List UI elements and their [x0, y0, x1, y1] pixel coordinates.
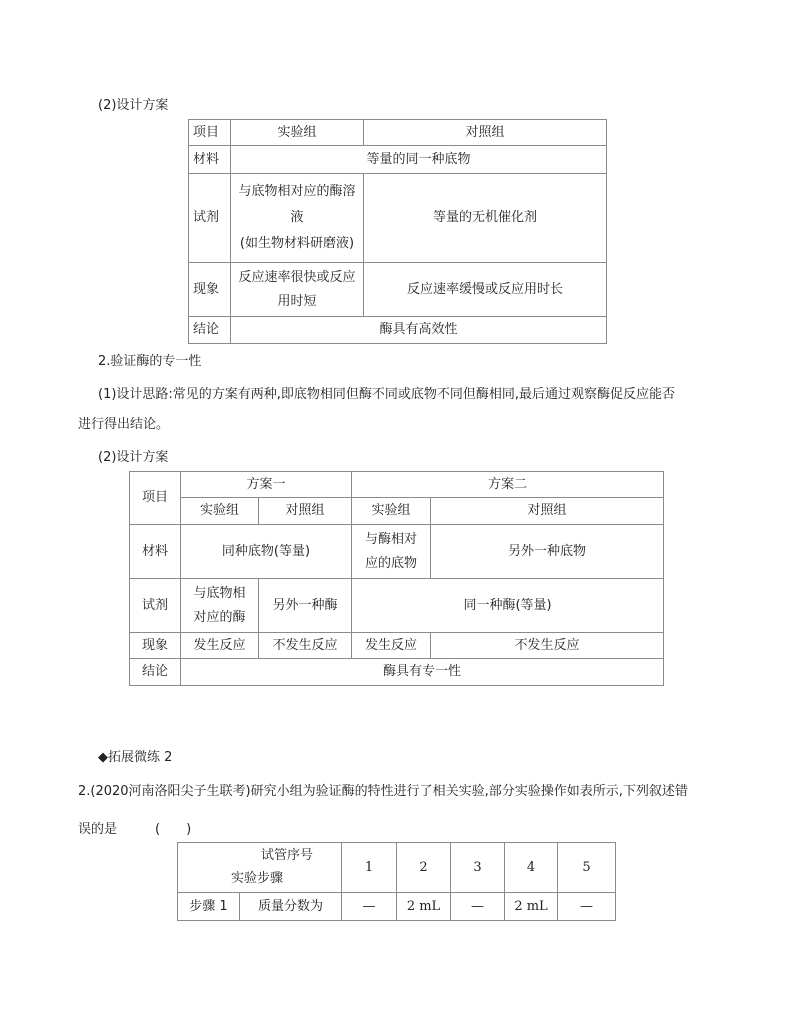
- section1-heading: (2)设计方案: [98, 98, 169, 113]
- reagent-exp-line3: (如生物材料研磨液): [239, 236, 355, 251]
- row-phenomenon-control: 反应速率缓慢或反应用时长: [364, 263, 607, 317]
- step1-label: 步骤 1: [178, 893, 240, 921]
- tube-3: 3: [451, 843, 505, 893]
- diag-header-top: 试管序号: [261, 848, 314, 863]
- header-experimental: 实验组: [231, 120, 364, 146]
- diag-header-bottom: 实验步骤: [231, 871, 284, 886]
- header-item: 项目: [189, 120, 231, 146]
- row-material-label: 材料: [130, 525, 181, 579]
- row-phenomenon-label: 现象: [130, 633, 181, 659]
- tube-4: 4: [505, 843, 558, 893]
- tube-1: 1: [342, 843, 397, 893]
- specificity-table: [129, 471, 664, 686]
- row-reagent-plan1-control: 另外一种酶: [259, 579, 352, 633]
- row-conclusion-value: 酶具有专一性: [181, 659, 664, 686]
- section2-heading: (2)设计方案: [98, 450, 169, 465]
- material-p2-exp-line2: 应的底物: [365, 555, 418, 571]
- row-reagent-experimental: [231, 174, 364, 263]
- header-item: 项目: [130, 472, 181, 525]
- diag-header-cell: [178, 843, 342, 893]
- question-line2: 误的是: [78, 822, 118, 837]
- step1-val-2: 2 mL: [397, 893, 451, 921]
- step1-val-1: —: [342, 893, 397, 921]
- row-phenomenon-p2-exp: 发生反应: [352, 633, 431, 659]
- row-reagent-plan1-experimental: [181, 579, 259, 633]
- header-plan1: 方案一: [181, 472, 352, 498]
- phenomenon-exp-line1: 反应速率很快或反应: [238, 269, 356, 285]
- row-phenomenon-p2-ctrl: 不发生反应: [431, 633, 664, 659]
- phenomenon-exp-line2: 用时短: [277, 293, 317, 309]
- step1-val-4: 2 mL: [505, 893, 558, 921]
- row-reagent-label: 试剂: [189, 174, 231, 263]
- row-conclusion-label: 结论: [130, 659, 181, 686]
- row-conclusion-value: 酶具有高效性: [231, 317, 607, 344]
- tube-5: 5: [558, 843, 616, 893]
- efficiency-table: [188, 119, 607, 344]
- row-phenomenon-p1-ctrl: 不发生反应: [259, 633, 352, 659]
- row-phenomenon-experimental: [231, 263, 364, 317]
- section2-idea-line2: 进行得出结论。: [78, 417, 170, 432]
- tube-2: 2: [397, 843, 451, 893]
- question-line1: 2.(2020河南洛阳尖子生联考)研究小组为验证酶的特性进行了相关实验,部分实验操作如表所示,下列叙述错: [78, 784, 688, 799]
- material-p2-exp-line1: 与酶相对: [365, 531, 418, 547]
- step1-desc: 质量分数为: [240, 893, 342, 921]
- reagent-exp-line1: 与底物相对应的酶溶: [238, 184, 356, 199]
- reagent-p1-exp-line1: 与底物相: [193, 585, 246, 601]
- row-material-plan2-control: 另外一种底物: [431, 525, 664, 579]
- row-phenomenon-label: 现象: [189, 263, 231, 317]
- row-reagent-control: 等量的无机催化剂: [364, 174, 607, 263]
- step1-val-3: —: [451, 893, 505, 921]
- row-material-value: 等量的同一种底物: [231, 146, 607, 174]
- section2-idea-line1: (1)设计思路:常见的方案有两种,即底物相同但酶不同或底物不同但酶相同,最后通过观察酶促反应能否: [98, 387, 676, 402]
- header-plan2-control: 对照组: [431, 498, 664, 525]
- row-conclusion-label: 结论: [189, 317, 231, 344]
- step1-val-5: —: [558, 893, 616, 921]
- row-reagent-label: 试剂: [130, 579, 181, 633]
- header-plan1-control: 对照组: [259, 498, 352, 525]
- reagent-p1-exp-line2: 对应的酶: [193, 609, 246, 625]
- header-control: 对照组: [364, 120, 607, 146]
- row-material-plan1: 同种底物(等量): [181, 525, 352, 579]
- question-table: [177, 842, 616, 921]
- answer-blank: ( ): [155, 822, 192, 837]
- header-plan2-experimental: 实验组: [352, 498, 431, 525]
- section2-title: 2.验证酶的专一性: [98, 354, 202, 369]
- row-material-plan2-experimental: [352, 525, 431, 579]
- header-plan1-experimental: 实验组: [181, 498, 259, 525]
- reagent-exp-line2: 液: [290, 210, 304, 225]
- header-plan2: 方案二: [352, 472, 664, 498]
- row-phenomenon-p1-exp: 发生反应: [181, 633, 259, 659]
- row-reagent-plan2: 同一种酶(等量): [352, 579, 664, 633]
- practice-title: ◆拓展微练 2: [98, 750, 173, 765]
- row-material-label: 材料: [189, 146, 231, 174]
